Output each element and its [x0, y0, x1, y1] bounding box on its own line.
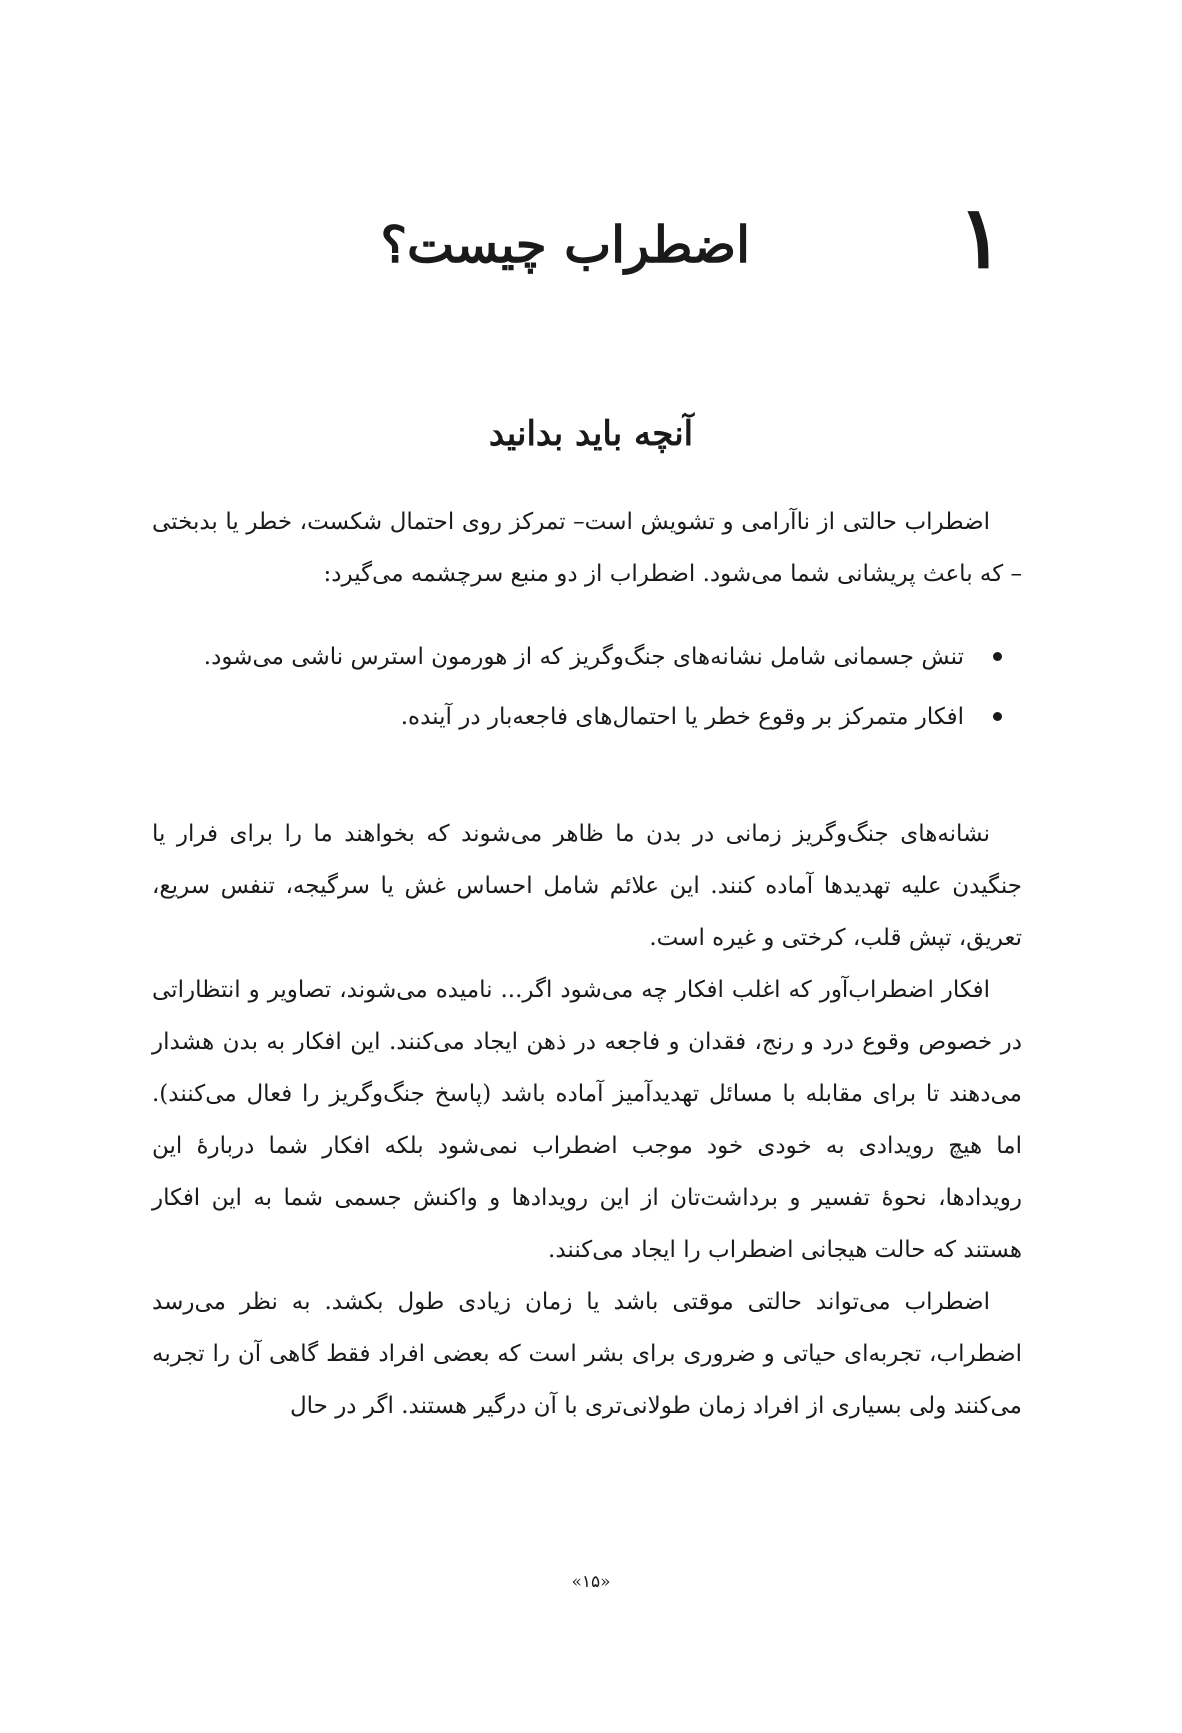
bullet-text: تنش جسمانی شامل نشانه‌های جنگ‌وگریز که از هورمون استرس ناشی می‌شود. [203, 644, 964, 670]
bullet-text: افکار متمرکز بر وقوع خطر یا احتمال‌های فاجعه‌بار در آینده. [400, 704, 964, 730]
bullet-dot-icon [993, 652, 1002, 661]
paragraph: نشانه‌های جنگ‌وگریز زمانی در بدن ما ظاهر می‌شوند که بخواهند ما را برای فرار یا جنگیدن علیه تهدیدها آماده کنند. این علائم شامل احساس غش یا سرگیجه، تنفس سریع، تعریق، تپش قلب، کرختی و غیره است. [152, 821, 1022, 951]
page-number: «۱۵» [571, 1572, 611, 1592]
section-heading: آنچه باید بدانید [488, 414, 694, 454]
paragraph: افکار اضطراب‌آور که اغلب افکار چه می‌شود اگر... نامیده می‌شوند، تصاویر و انتظاراتی در خصوص وقوع درد و رنج، فقدان و فاجعه در ذهن ایجاد می‌کنند. این افکار به بدن هشدار می‌دهند تا برای مقابله با مسائل تهدیدآمیز آماده باشد (پاسخ جنگ‌وگریز را فعال می‌کنند). اما هیچ رویدادی به خودی خود موجب اضطراب نمی‌شود بلکه افکار شما دربارهٔ این رویدادها، نحوهٔ تفسیر و برداشت‌تان از این رویدادها و واکنش جسمی شما به این افکار هستند که حالت هیجانی اضطراب را ایجاد می‌کنند. [152, 977, 1022, 1263]
intro-paragraph-block [152, 496, 1022, 600]
bullet-item [152, 692, 1002, 742]
bullet-list [152, 632, 1002, 752]
chapter-title: اضطراب چیست؟ [380, 215, 750, 274]
chapter-number: ۱ [957, 187, 1004, 288]
body-text [152, 808, 1022, 1432]
bullet-item [152, 632, 1002, 682]
intro-paragraph: اضطراب حالتی از ناآرامی و تشویش است– تمرکز روی احتمال شکست، خطر یا بدبختی – که باعث پریشانی شما می‌شود. اضطراب از دو منبع سرچشمه می‌گیرد: [152, 509, 1022, 587]
paragraph: اضطراب می‌تواند حالتی موقتی باشد یا زمان زیادی طول بکشد. به نظر می‌رسد اضطراب، تجربه‌ای حیاتی و ضروری برای بشر است که بعضی افراد فقط گاهی آن را تجربه می‌کنند ولی بسیاری از افراد زمان طولانی‌تری با آن درگیر هستند. اگر در حال [152, 1289, 1022, 1419]
bullet-dot-icon [993, 712, 1002, 721]
